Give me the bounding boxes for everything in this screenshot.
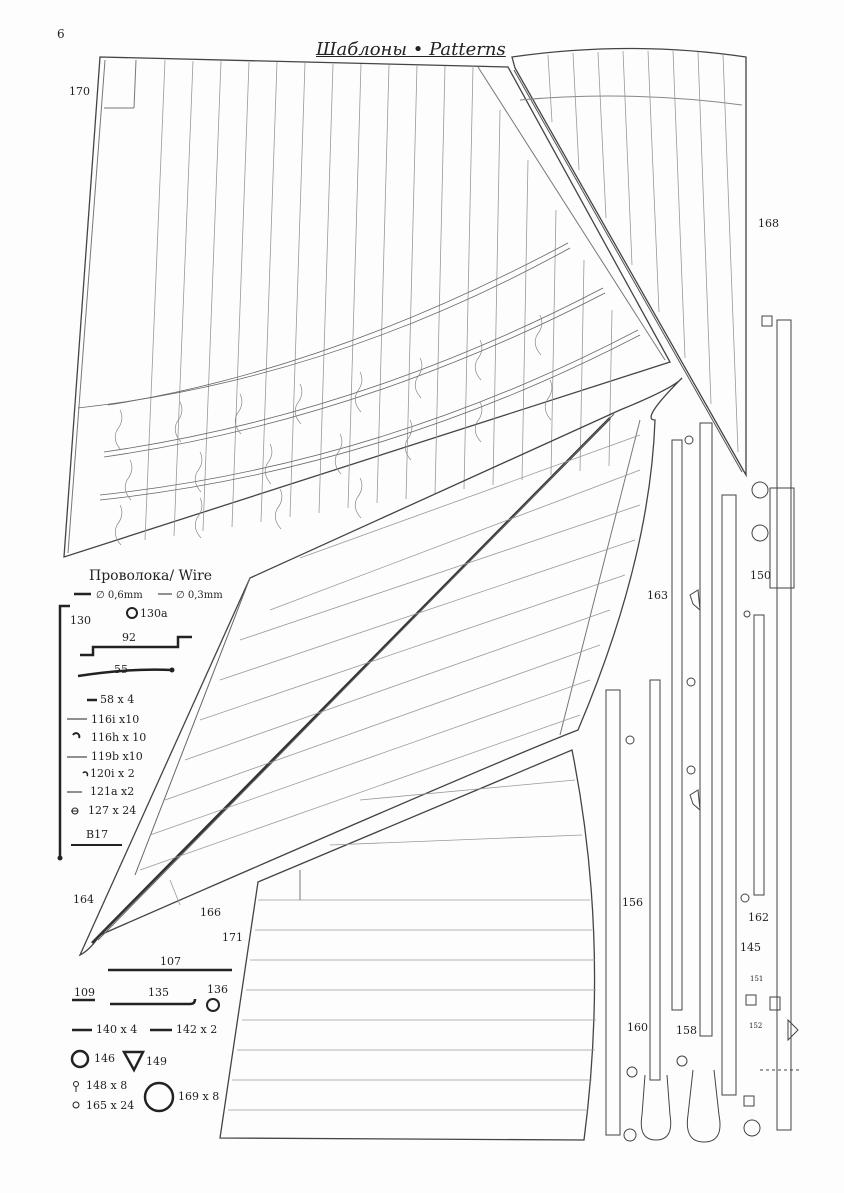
- wire-legend-thin: ∅ 0,3mm: [176, 590, 223, 601]
- part-label-140: 140 x 4: [96, 1023, 138, 1036]
- part-label-160: 160: [627, 1021, 648, 1034]
- part-label-120i: 120i x 2: [90, 767, 135, 780]
- part-label-169: 169 x 8: [178, 1090, 220, 1103]
- page-number: 6: [57, 27, 65, 41]
- part-label-152: 152: [749, 1022, 763, 1030]
- part-label-92: 92: [122, 631, 136, 644]
- wire-legend-thick: ∅ 0,6mm: [96, 590, 143, 601]
- part-label-55: 55: [114, 663, 128, 676]
- sail-170-seams: [145, 60, 612, 540]
- part-label-171: 171: [222, 931, 243, 944]
- part-label-B17: B17: [86, 828, 109, 841]
- part-label-142: 142 x 2: [176, 1023, 218, 1036]
- wire-legend-title: Проволока/ Wire: [89, 568, 213, 584]
- part-label-162: 162: [748, 911, 769, 924]
- part-label-165: 165 x 24: [86, 1099, 135, 1112]
- sail-170-reef-points: [115, 315, 552, 545]
- part-label-170: 170: [69, 85, 90, 98]
- part-label-150: 150: [750, 569, 771, 582]
- part-label-145: 145: [740, 941, 761, 954]
- part-label-130a: 130a: [140, 607, 168, 620]
- part-label-151: 151: [750, 975, 764, 983]
- part-label-116i: 116i x10: [91, 713, 140, 726]
- part-label-156: 156: [622, 896, 643, 909]
- part-label-146: 146: [94, 1052, 115, 1065]
- sail-168-outline: [512, 49, 746, 476]
- part-label-164: 164: [73, 893, 94, 906]
- part-label-166: 166: [200, 906, 221, 919]
- part-label-130: 130: [70, 614, 91, 627]
- part-label-135: 135: [148, 986, 169, 999]
- part-label-136: 136: [207, 983, 228, 996]
- part-label-163: 163: [647, 589, 668, 602]
- sail-171-outline: [220, 750, 595, 1140]
- part-label-121a: 121a x2: [90, 785, 135, 798]
- part-label-149: 149: [146, 1055, 167, 1068]
- part-label-109: 109: [74, 986, 95, 999]
- sail-171-seams: [228, 780, 596, 1110]
- part-label-127: 127 x 24: [88, 804, 137, 817]
- page-title: Шаблоны • Patterns: [316, 39, 506, 60]
- sail-164-seams: [140, 435, 640, 905]
- part-label-158: 158: [676, 1024, 697, 1037]
- part-label-116h: 116h x 10: [91, 731, 147, 744]
- part-label-148: 148 x 8: [86, 1079, 128, 1092]
- part-label-168: 168: [758, 217, 779, 230]
- part-label-58: 58 x 4: [100, 693, 135, 706]
- part-label-119b: 119b x10: [91, 750, 143, 763]
- sail-164-outline: [80, 378, 682, 955]
- part-label-107: 107: [160, 955, 181, 968]
